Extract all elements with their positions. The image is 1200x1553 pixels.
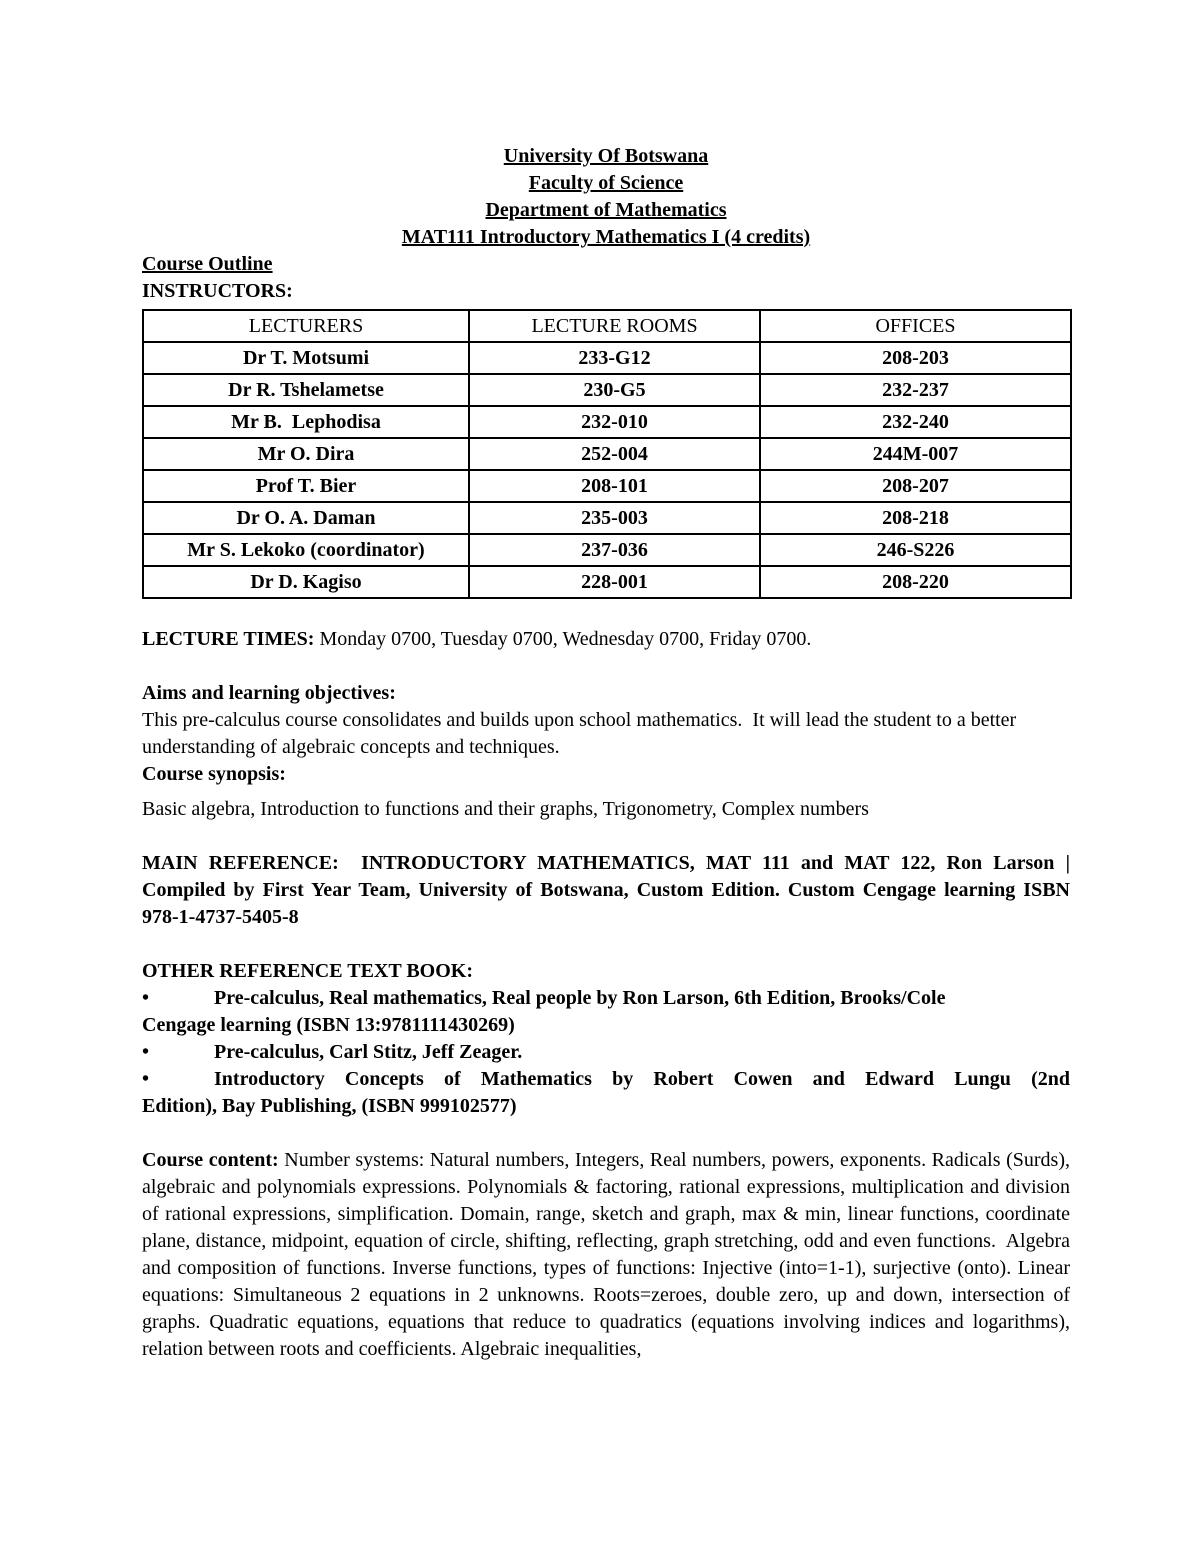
other-reference-heading: OTHER REFERENCE TEXT BOOK: bbox=[142, 960, 473, 982]
lecturer-cell: Dr T. Motsumi bbox=[143, 342, 469, 374]
synopsis-heading: Course synopsis: bbox=[142, 763, 286, 785]
lecturer-cell: Mr S. Lekoko (coordinator) bbox=[143, 534, 469, 566]
lecturer-cell: Dr D. Kagiso bbox=[143, 566, 469, 598]
synopsis-text: Basic algebra, Introduction to functions and their graphs, Trigonometry, Complex numbers bbox=[142, 798, 869, 820]
reference-item-text: Pre-calculus, Real mathematics, Real people by Ron Larson, 6th Edition, Brooks/Cole bbox=[214, 987, 946, 1009]
reference-item bbox=[142, 1066, 1070, 1093]
room-cell: 230-G5 bbox=[469, 374, 760, 406]
lecture-times-label: LECTURE TIMES: bbox=[142, 628, 315, 650]
room-cell: 237-036 bbox=[469, 534, 760, 566]
lecturer-cell: Mr B. Lephodisa bbox=[143, 406, 469, 438]
office-cell: 246-S226 bbox=[760, 534, 1071, 566]
reference-item-text: Pre-calculus, Carl Stitz, Jeff Zeager. bbox=[214, 1041, 523, 1063]
bullet-icon: • bbox=[142, 987, 150, 1009]
room-cell: 252-004 bbox=[469, 438, 760, 470]
lecture-times-value: Monday 0700, Tuesday 0700, Wednesday 0700, Friday 0700. bbox=[314, 628, 812, 650]
main-reference: MAIN REFERENCE: INTRODUCTORY MATHEMATICS, MAT 111 and MAT 122, Ron Larson | Compiled by First Year Team, University of Botswana, Custom Edition. Custom Cengage learning ISBN 978-1-4737-5405-8 bbox=[142, 852, 1075, 928]
office-cell: 244M-007 bbox=[760, 438, 1071, 470]
department-title: Department of Mathematics bbox=[485, 199, 727, 221]
lecturer-cell: Dr R. Tshelametse bbox=[143, 374, 469, 406]
faculty-title: Faculty of Science bbox=[528, 172, 684, 194]
room-cell: 232-010 bbox=[469, 406, 760, 438]
header-offices: OFFICES bbox=[760, 310, 1071, 342]
room-cell: 235-003 bbox=[469, 502, 760, 534]
room-cell: 208-101 bbox=[469, 470, 760, 502]
bullet-icon: • bbox=[142, 1068, 150, 1090]
office-cell: 208-218 bbox=[760, 502, 1071, 534]
header-lecturers: LECTURERS bbox=[143, 310, 469, 342]
reference-item bbox=[142, 985, 1070, 1012]
table-row bbox=[143, 566, 1071, 598]
course-outline-heading: Course Outline bbox=[142, 253, 273, 275]
lecture-times bbox=[142, 626, 1070, 653]
office-cell: 208-220 bbox=[760, 566, 1071, 598]
room-cell: 228-001 bbox=[469, 566, 760, 598]
lecturer-cell: Prof T. Bier bbox=[143, 470, 469, 502]
room-cell: 233-G12 bbox=[469, 342, 760, 374]
aims-heading: Aims and learning objectives: bbox=[142, 682, 396, 704]
course-content-label: Course content: bbox=[142, 1149, 279, 1171]
table-row bbox=[143, 342, 1071, 374]
header-lecture-rooms: LECTURE ROOMS bbox=[469, 310, 760, 342]
lecturer-cell: Dr O. A. Daman bbox=[143, 502, 469, 534]
office-cell: 208-207 bbox=[760, 470, 1071, 502]
bullet-icon: • bbox=[142, 1041, 150, 1063]
instructors-table bbox=[142, 309, 1072, 599]
reference-item-continuation: Cengage learning (ISBN 13:9781111430269) bbox=[142, 1014, 515, 1036]
reference-item-continuation: Edition), Bay Publishing, (ISBN 999102577) bbox=[142, 1095, 517, 1117]
reference-item-text: Introductory Concepts of Mathematics by Robert Cowen and Edward Lungu (2nd bbox=[214, 1068, 1070, 1090]
office-cell: 232-237 bbox=[760, 374, 1071, 406]
table-row bbox=[143, 470, 1071, 502]
table-row bbox=[143, 406, 1071, 438]
table-header-row bbox=[143, 310, 1071, 342]
university-title: University Of Botswana bbox=[503, 145, 709, 167]
course-title: MAT111 Introductory Mathematics I (4 credits) bbox=[401, 226, 811, 248]
lecturer-cell: Mr O. Dira bbox=[143, 438, 469, 470]
table-row bbox=[143, 374, 1071, 406]
table-row bbox=[143, 438, 1071, 470]
reference-item bbox=[142, 1039, 1070, 1066]
table-row bbox=[143, 502, 1071, 534]
table-row bbox=[143, 534, 1071, 566]
instructors-heading: INSTRUCTORS: bbox=[142, 280, 293, 302]
office-cell: 208-203 bbox=[760, 342, 1071, 374]
course-content-text: Number systems: Natural numbers, Integers, Real numbers, powers, exponents. Radicals (Surds), algebraic and polynomials expressions. Polynomials & factoring, rational expressions, multiplication and division of rational expressions, simplification. Domain, range, sketch and graph, max & min, linear functions, coordinate plane, distance, midpoint, equation of circle, shifting, reflecting, graph stretching, odd and even functions. Algebra and composition of functions. Inverse functions, types of functions: Injective (into=1-1), surjective (onto). Linear equations: Simultaneous 2 equations in 2 unknowns. Roots=zeroes, double zero, up and down, intersection of graphs. Quadratic equations, equations that reduce to quadratics (equations involving indices and logarithms), relation between roots and coefficients. Algebraic inequalities, bbox=[142, 1149, 1075, 1360]
office-cell: 232-240 bbox=[760, 406, 1071, 438]
document-page bbox=[142, 143, 1075, 1363]
aims-text: This pre-calculus course consolidates and builds upon school mathematics. It will lead the student to a better understanding of algebraic concepts and techniques. bbox=[142, 709, 1022, 758]
course-content bbox=[142, 1147, 1075, 1363]
